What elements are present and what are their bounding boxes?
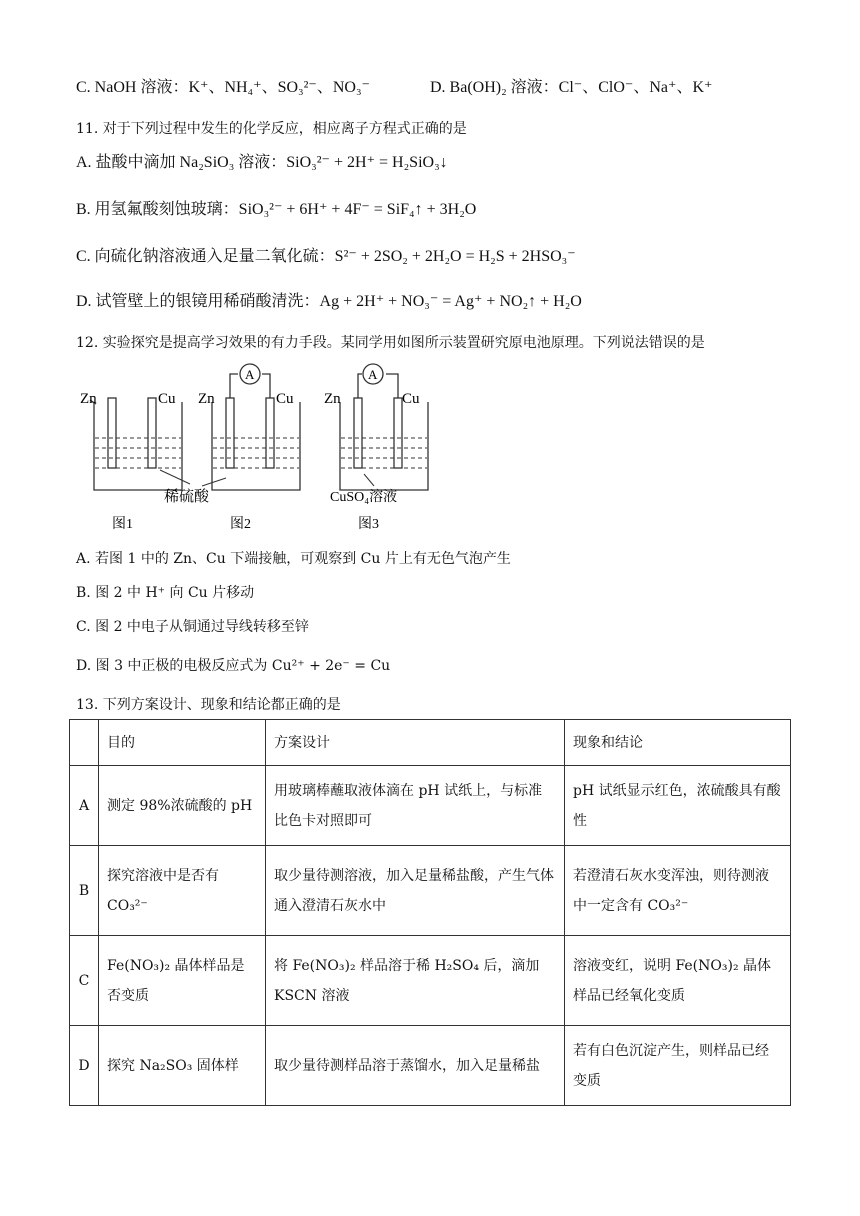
- table-header-cell: 方案设计: [266, 720, 565, 766]
- fig3-zn-label: Zn: [324, 391, 341, 407]
- q12-option-b: B. 图 2 中 H⁺ 向 Cu 片移动: [76, 585, 255, 601]
- table-cell: 测定 98%浓硫酸的 pH: [99, 766, 266, 846]
- beaker-3: [340, 364, 428, 490]
- table-cell: D: [70, 1026, 99, 1106]
- table-cell: 取少量待测样品溶于蒸馏水，加入足量稀盐: [266, 1026, 565, 1106]
- table-cell: Fe(NO₃)₂ 晶体样品是否变质: [99, 936, 266, 1026]
- fig3-ammeter-label: A: [368, 367, 378, 382]
- table-row: [70, 846, 791, 936]
- table-cell: 将 Fe(NO₃)₂ 样品溶于稀 H₂SO₄ 后，滴加 KSCN 溶液: [266, 936, 565, 1026]
- q10-option-c: C. NaOH 溶液：K⁺、NH₄⁺、SO₃²⁻、NO₃⁻: [76, 79, 370, 96]
- q12-option-a: A. 若图 1 中的 Zn、Cu 下端接触，可观察到 Cu 片上有无色气泡产生: [76, 551, 511, 567]
- fig1-zn-label: Zn: [80, 391, 97, 407]
- table-cell: 若澄清石灰水变浑浊，则待测液中一定含有 CO₃²⁻: [565, 846, 791, 936]
- table-cell: pH 试纸显示红色，浓硫酸具有酸性: [565, 766, 791, 846]
- beaker-2: [212, 364, 300, 490]
- fig2-zn-label: Zn: [198, 391, 215, 407]
- galvanic-cell-figure: [78, 358, 438, 540]
- fig3-cu-label: Cu: [402, 391, 420, 407]
- fig2-ammeter-label: A: [245, 367, 255, 382]
- cuso4-label: CuSO₄溶液: [330, 490, 398, 505]
- table-row: [70, 1026, 791, 1106]
- q11-option-b: B. 用氢氟酸刻蚀玻璃：SiO₃²⁻ + 6H⁺ + 4F⁻ = SiF₄↑ + 3H₂O: [76, 201, 477, 218]
- fig3-caption: 图3: [358, 517, 379, 532]
- table-cell: 溶液变红，说明 Fe(NO₃)₂ 晶体样品已经氧化变质: [565, 936, 791, 1026]
- q12-stem: 12. 实验探究是提高学习效果的有力手段。某同学用如图所示装置研究原电池原理。下列说法错误的是: [76, 335, 705, 351]
- label-pointers: [160, 470, 374, 486]
- q13-table: [69, 719, 791, 1106]
- table-row: [70, 936, 791, 1026]
- q11-option-c: C. 向硫化钠溶液通入足量二氧化硫：S²⁻ + 2SO₂ + 2H₂O = H₂S + 2HSO₃⁻: [76, 248, 576, 265]
- q11-option-a: A. 盐酸中滴加 Na₂SiO₃ 溶液：SiO₃²⁻ + 2H⁺ = H₂SiO₃↓: [76, 154, 448, 171]
- table-cell: 探究 Na₂SO₃ 固体样: [99, 1026, 266, 1106]
- table-cell: C: [70, 936, 99, 1026]
- q12-option-c: C. 图 2 中电子从铜通过导线转移至锌: [76, 619, 309, 635]
- q10-option-d: D. Ba(OH)₂ 溶液：Cl⁻、ClO⁻、Na⁺、K⁺: [430, 79, 713, 96]
- q13-stem: 13. 下列方案设计、现象和结论都正确的是: [76, 697, 341, 713]
- fig2-cu-label: Cu: [276, 391, 294, 407]
- fig1-cu-label: Cu: [158, 391, 176, 407]
- table-cell: 探究溶液中是否有 CO₃²⁻: [99, 846, 266, 936]
- table-cell: 若有白色沉淀产生，则样品已经变质: [565, 1026, 791, 1106]
- fig1-caption: 图1: [112, 517, 133, 532]
- table-header-cell: [70, 720, 99, 766]
- table-cell: 取少量待测溶液，加入足量稀盐酸，产生气体通入澄清石灰水中: [266, 846, 565, 936]
- fig2-caption: 图2: [230, 517, 251, 532]
- beaker-1: [90, 398, 182, 490]
- table-cell: A: [70, 766, 99, 846]
- q11-option-d: D. 试管壁上的银镜用稀硝酸清洗：Ag + 2H⁺ + NO₃⁻ = Ag⁺ + NO₂↑ + H₂O: [76, 293, 582, 310]
- table-header-row: [70, 720, 791, 766]
- table-row: [70, 766, 791, 846]
- table-header-cell: 现象和结论: [565, 720, 791, 766]
- q11-stem: 11. 对于下列过程中发生的化学反应，相应离子方程式正确的是: [76, 121, 467, 137]
- table-cell: 用玻璃棒蘸取液体滴在 pH 试纸上，与标准比色卡对照即可: [266, 766, 565, 846]
- table-header-cell: 目的: [99, 720, 266, 766]
- q12-option-d: D. 图 3 中正极的电极反应式为 Cu²⁺ + 2e⁻ = Cu: [76, 658, 391, 674]
- acid-label: 稀硫酸: [164, 489, 210, 505]
- table-cell: B: [70, 846, 99, 936]
